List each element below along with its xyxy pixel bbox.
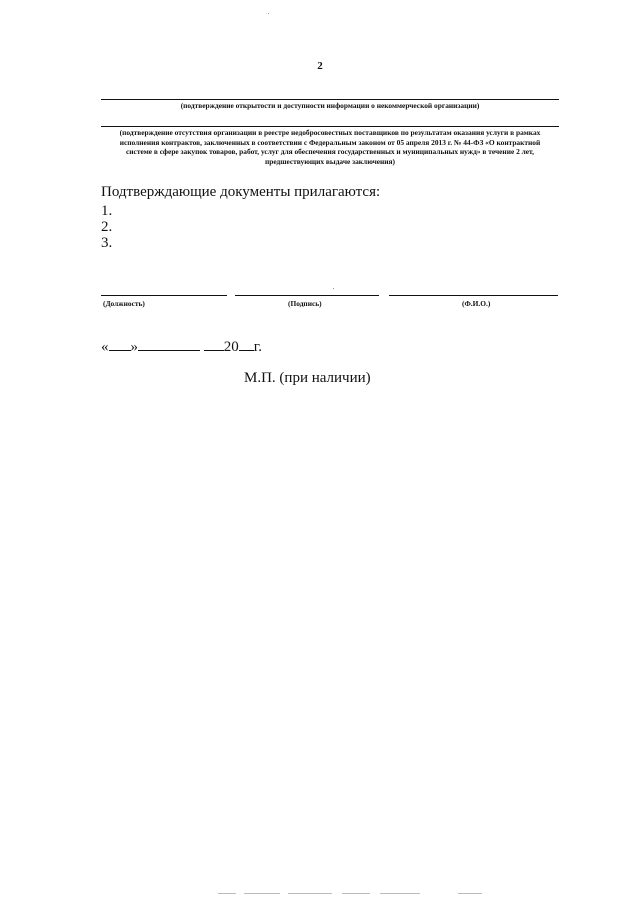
signature-line [235,295,379,296]
year-prefix: 20 [223,339,239,355]
registry-fill-line [101,126,559,127]
date-open-quote: « [101,339,109,355]
openness-caption: (подтверждение открытости и доступности информации о некоммерческой организации) [180,101,480,110]
registry-caption-line: предшествующих выдаче заключения) [265,156,395,166]
list-item: 2. [101,219,113,235]
date-line [101,337,262,356]
registry-caption-line: (подтверждение отсутствия организации в реестре недобросовестных поставщиков по результатам оказания услуги в рамках [119,128,541,137]
stamp-placeholder: М.П. (при наличии) [244,370,371,386]
openness-fill-line [101,99,559,100]
name-signature-line [389,295,558,296]
position-label: (Должность) [103,299,145,308]
signature-label: (Подпись) [288,299,322,308]
bottom-scan-marks [218,893,488,895]
date-close-quote: » [130,339,138,355]
scan-speck [268,13,269,14]
registry-caption-line: системе в сфере закупок товаров, работ, услуг для обеспечения государственных и муниципальных нужд» в течение 2 лет, [126,147,534,156]
name-label: (Ф.И.О.) [462,299,491,308]
registry-caption [101,128,559,166]
registry-caption-line: исполнения контрактов, заключенных в соответствии с Федеральным законом от 05 апреля 2013 г. № 44-ФЗ «О контрактной [119,137,541,147]
list-item: 1. [101,203,113,219]
list-item: 3. [101,235,113,251]
documents-heading: Подтверждающие документы прилагаются: [101,184,381,200]
month-blank [138,337,200,351]
year-suffix: г. [253,339,262,355]
page-number: 2 [317,60,323,72]
year-blank [239,337,254,351]
position-signature-line [101,295,227,296]
day-blank [109,337,131,351]
scan-speck [333,288,334,289]
century-blank [204,337,224,351]
